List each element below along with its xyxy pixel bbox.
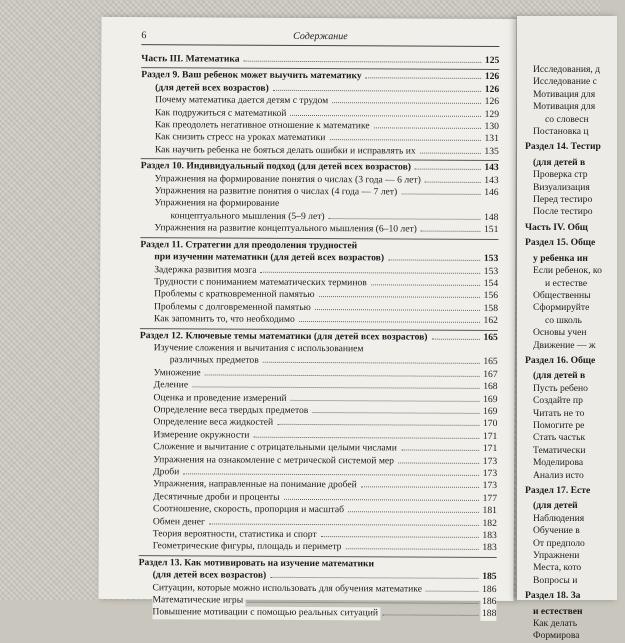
leader-dots [183,473,479,476]
toc-entry [140,367,498,381]
toc-entry-title: Упражнения на формирование [155,198,282,211]
toc-page-number: 129 [483,109,499,121]
toc-entry [138,607,496,621]
right-toc-heading: у ребенка ин [525,253,625,265]
right-toc-entry: Визуализация [525,182,625,194]
toc-entry-title: Задержка развития мозга [154,264,258,277]
leader-dots [401,194,480,195]
toc-entry-title: Как снизить стресс на уроках математики [155,132,328,145]
toc-page-number: 125 [483,55,499,67]
right-toc-entry: Движение — ж [525,340,625,352]
toc-entry-title: Изучение сложения и вычитания с использованием [154,342,366,356]
toc-page-number: 148 [482,212,498,224]
toc-page-number: 126 [483,71,499,83]
toc-page-number: 131 [483,133,499,145]
toc-entry [139,454,497,468]
toc-entry-title: Как запомнить то, что необходимо [154,313,297,326]
toc-entry-title: Упражнения на развитие понятия о числах (4 года — 7 лет) [155,185,400,199]
leader-dots [270,577,478,579]
toc-entry-title: при изучении математики (для детей всех возрастов) [154,251,386,265]
toc-page-number: 135 [483,146,499,158]
toc-page-number: 126 [483,84,499,96]
right-toc-entry: Наблюдения [525,513,625,525]
running-title: Содержание [141,30,499,43]
toc-page-number: 177 [481,493,497,505]
leader-dots [398,462,479,463]
toc-entry-title: Проблемы с долговременной памятью [154,301,313,314]
toc-entry-title: Раздел 10. Индивидуальный подход (для детей всех возрастов) [141,160,413,174]
toc-page-number: 183 [481,530,497,542]
right-toc-entry: Моделирова [525,457,625,469]
toc-page-number: 171 [481,443,497,455]
right-toc-heading: Раздел 16. Обще [525,355,625,367]
right-toc-entry: Сформируйте [525,302,625,314]
leader-dots [361,248,480,249]
right-toc-entry: Вопросы и [525,575,625,587]
right-toc-entry: Если ребенок, ко [525,265,625,277]
toc-entry-title: Повышение мотивации с помощью реальных ситуаций [152,607,380,621]
toc-page-number: 165 [482,331,498,343]
toc-entry-title: Раздел 12. Ключевые темы математики (для детей всех возрастов) [140,330,430,344]
toc-entry-title: Упражнения на формирование понятия о числах (3 года — 6 лет) [155,173,423,187]
toc-page-number: 158 [482,303,498,315]
toc-entry-title: Деление [154,379,191,392]
toc-entry [140,222,498,236]
toc-entry-title: Ситуации, которые можно использовать для обучения математике [153,582,424,596]
right-toc-entry: Читать не то [525,408,625,420]
right-toc-entry: Анализ исто [525,470,625,482]
right-toc-entry: Исследование с [525,76,625,88]
toc-page-number: 143 [483,175,499,187]
right-toc-entry: Тематически [525,445,625,457]
right-toc-entry: Мотивация для [525,89,625,101]
right-toc-entry: Пусть ребено [525,383,625,395]
leader-dots [247,602,478,604]
toc-page-number: 126 [483,96,499,108]
toc-entry-title: Измерение окружности [153,429,251,442]
leader-dots [263,362,480,364]
right-toc-entry: Постановка ц [525,126,625,138]
toc-entry-title: Умножение [154,367,203,380]
right-toc-entry: Стать частьк [525,432,625,444]
leader-dots [244,61,482,63]
leader-dots [374,127,481,129]
toc-entry-title: Упражнения на развитие концептуального мышления (6–10 лет) [154,222,419,236]
toc-page-number: 186 [480,596,496,608]
leader-dots [345,549,478,551]
leader-dots [382,615,478,617]
leader-dots [284,499,479,501]
toc-entry-title: Обмен денег [153,516,207,529]
toc-page-number: 130 [483,121,499,133]
leader-dots [205,374,480,376]
toc-page-number: 168 [482,381,498,393]
toc-entry-title: Почему математика дается детям с трудом [155,94,330,107]
leader-dots [321,536,479,538]
toc-entry [139,541,497,555]
right-toc-heading: (для детей в [525,157,625,169]
right-toc-heading: Раздел 18. За [525,590,625,602]
toc-page-number: 185 [481,571,497,583]
toc-entry-title: Как подружиться с математикой [155,107,289,120]
toc-page-number: 171 [481,431,497,443]
toc-page-number: 188 [480,608,496,620]
toc-page-number: 182 [481,518,497,530]
toc-entry-title: Раздел 13. Как мотивировать на изучение математики [139,557,376,571]
right-toc-entry: Упражнени [525,550,625,562]
toc-page-number: 169 [481,406,497,418]
toc-entry-title: Часть III. Математика [141,53,241,66]
right-toc-heading: Часть IV. Общ [525,222,625,234]
toc-entry-title: Определение веса жидкостей [153,417,275,430]
right-toc-entry: Формирова [525,630,625,642]
leader-dots [261,271,481,273]
toc-page-number: 186 [480,584,496,596]
toc-entry-title: Раздел 11. Стратегии для преодоления трудностей [140,239,359,253]
toc-page-number: 154 [482,278,498,290]
leader-dots [299,321,480,323]
leader-dots [312,412,479,414]
toc-page-number: 165 [482,356,498,368]
right-toc-heading: Раздел 14. Тестир [525,141,625,153]
leader-dots [329,218,481,220]
right-toc-heading: (для детей [525,500,625,512]
toc-entry-title: Соотношение, скорость, пропорция и масштаб [153,503,346,516]
toc-entry-title: (для детей всех возрастов) [155,82,271,95]
right-toc-entry: Помогите ре [525,420,625,432]
page-header [141,29,499,47]
toc-page-number: 156 [482,290,498,302]
toc-entry [140,313,498,327]
right-toc-entry: Места, кото [525,562,625,574]
right-toc-heading: и естествен [525,606,625,618]
right-toc-entry: со школь [525,315,625,327]
toc-page-number: 173 [481,468,497,480]
leader-dots [378,566,479,567]
toc-entry-title: Дроби [153,466,181,479]
leader-dots [319,296,480,298]
leader-dots [361,487,479,489]
leader-dots [348,511,479,513]
toc-page-number: 151 [482,224,498,236]
leader-dots [425,181,481,182]
leader-dots [291,399,480,401]
leader-dots [209,523,479,525]
leader-dots [366,78,482,80]
toc-entry-title: Десятичные дроби и проценты [153,491,282,504]
toc-page-number: 170 [481,418,497,430]
toc-heading [141,53,499,67]
leader-dots [329,140,480,142]
toc-entry [141,144,499,158]
toc-entry-title: Определение веса твердых предметов [153,404,310,417]
toc-entry-title: Оценка и проведение измерений [153,392,288,405]
toc-entry-title: Теория вероятности, статистика и спорт [153,528,319,541]
toc-page-number: 183 [481,542,497,554]
toc-page-number: 169 [481,393,497,405]
leader-dots [283,206,480,207]
right-toc-entry: Перед тестиро [525,194,625,206]
toc-entry-title: Как преодолеть негативное отношение к математике [155,119,372,133]
toc-entry-title: Упражнения на ознакомление с метрической системой мер [153,454,396,468]
right-toc-entry: со словесн [525,114,625,126]
toc-entry-title: Трудности с пониманием математических терминов [154,276,369,290]
right-toc-entry: Обучение в [525,525,625,537]
toc-entry-title: Математические игры [152,594,245,607]
toc-entry-title: концептуального мышления (5–9 лет) [170,210,326,223]
leader-dots [421,231,481,232]
right-toc-heading: Раздел 15. Обще [525,237,625,249]
toc-entry-title: Проблемы с кратковременной памятью [154,289,317,302]
leader-dots [315,309,480,311]
right-toc-heading: Раздел 17. Есте [525,485,625,497]
toc-page-number: 173 [481,480,497,492]
toc-page-number: 181 [481,505,497,517]
toc-entry-title: Геометрические фигуры, площадь и периметр [153,541,344,554]
leader-dots [432,338,480,339]
leader-dots [420,152,481,153]
right-toc-heading: (для детей в [525,370,625,382]
right-toc-entry: Мотивация для [525,101,625,113]
toc-page-number: 143 [483,162,499,174]
toc-entry-title: Упражнения, направленные на понимание дробей [153,479,359,492]
right-toc-entry: Исследования, д [525,64,625,76]
leader-dots [367,351,479,352]
right-toc-entry: и естестве [525,278,625,290]
toc-entry-title: Как научить ребенка не бояться делать ошибки и исправлять их [155,144,418,158]
toc-entry-title: (для детей всех возрастов) [153,569,269,582]
right-toc-entry: От предполо [525,538,625,550]
leader-dots [371,284,480,286]
toc-entry-title: различных предметов [170,355,261,368]
leader-dots [415,169,481,170]
toc-page-number: 146 [483,187,499,199]
leader-dots [273,90,481,92]
right-toc-entry: Проверка стр [525,169,625,181]
toc-entry-title: Раздел 9. Ваш ребенок может выучить математику [141,70,364,84]
right-page [517,16,617,600]
toc-page-number: 162 [482,315,498,327]
right-toc-entry: Общественны [525,290,625,302]
right-toc-entry: Создайте пр [525,395,625,407]
toc-entry-title: Сложение и вычитание с отрицательными целыми числами [153,441,399,455]
leader-dots [401,450,479,451]
right-toc-entry: Как делать [525,618,625,630]
right-toc-entry: После тестиро [525,206,625,218]
leader-dots [192,387,480,390]
table-of-contents [138,53,499,621]
toc-page-number: 153 [482,265,498,277]
toc-page-number: 167 [482,369,498,381]
leader-dots [388,260,480,261]
left-page [98,17,516,601]
leader-dots [290,115,481,117]
toc-page-number: 173 [481,456,497,468]
leader-dots [332,102,481,104]
page-number: 6 [141,30,146,41]
leader-dots [426,590,479,591]
right-page-toc [525,64,625,643]
leader-dots [277,424,479,426]
toc-page-number: 153 [482,253,498,265]
right-toc-entry: Основы учен [525,327,625,339]
leader-dots [253,436,479,438]
